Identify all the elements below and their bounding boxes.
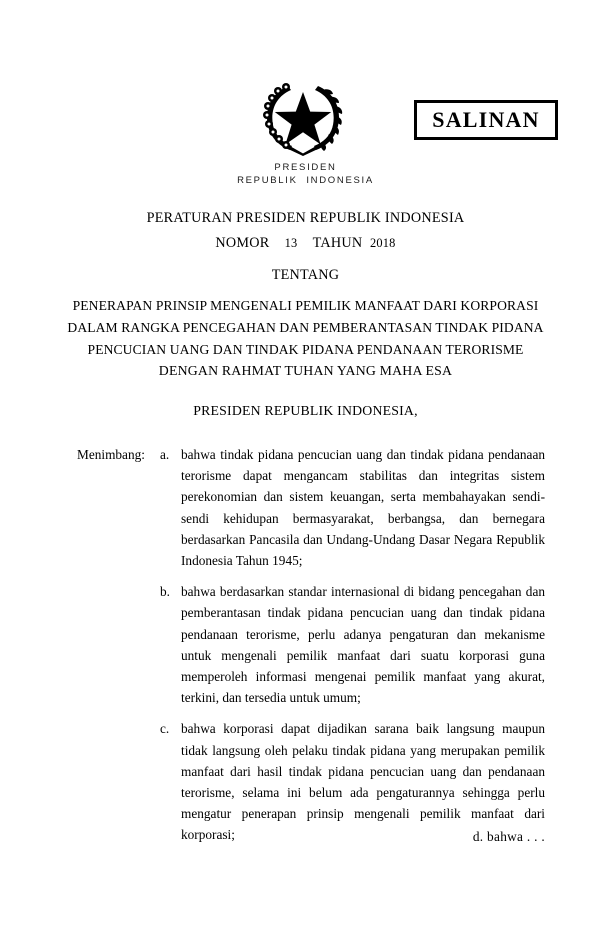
consideration-marker-c: c. [160,721,170,737]
regulation-number-line [55,231,556,256]
page-catchword: d. bahwa . . . [472,829,545,844]
subject-line-2: DALAM RANGKA PENCEGAHAN DAN PEMBERANTASAN TINDAK PIDANA [67,320,544,335]
regulation-type: PERATURAN PRESIDEN REPUBLIK INDONESIA [146,210,465,226]
consideration-text-b: bahwa berdasarkan standar internasional di bidang pencegahan dan pemberantasan tindak pidana pencucian uang dan tindak pidana pendanaan terorisme, perlu adanya pengaturan dan mekanisme untuk mengenali pemilik manfaat dari suatu korporasi guna memperoleh informasi mengenai pemilik manfaat yang akurat, terkini, dan tersedia untuk umum; [181,584,545,706]
nomor-label: NOMOR [215,235,270,251]
salinan-stamp-label: SALINAN [432,107,540,132]
garuda-star-wreath-emblem [258,68,348,156]
letterhead-line-republik-indonesia: REPUBLIK INDONESIA [237,175,374,186]
consideration-item-b [0,581,611,708]
tentang-label: TENTANG [271,267,340,283]
menimbang-label: Menimbang: [77,447,145,462]
letterhead-line-presiden: PRESIDEN [274,162,337,173]
tahun-value: 2018 [370,236,396,250]
issuing-authority: PRESIDEN REPUBLIK INDONESIA, [193,403,418,418]
consideration-marker-a: a. [160,447,170,462]
considerations-section [0,444,611,846]
consideration-item-a [0,444,611,571]
title-block [55,206,556,361]
nomor-value: 13 [284,236,298,250]
salinan-stamp [414,100,558,140]
tahun-label: TAHUN [312,235,363,251]
benediction: DENGAN RAHMAT TUHAN YANG MAHA ESA [158,363,453,378]
subject-line-3: PENCUCIAN UANG DAN TINDAK PIDANA PENDANAAN TERORISME [87,342,524,357]
subject-line-1: PENERAPAN PRINSIP MENGENALI PEMILIK MANFAAT DARI KORPORASI [72,298,539,313]
letterhead [0,161,611,187]
consideration-marker-b: b. [160,584,170,600]
consideration-text-a: bahwa tindak pidana pencucian uang dan tindak pidana pendanaan terorisme dapat mengancam stabilitas dan integritas sistem perekonomian dan sistem keuangan, serta membahayakan sendi-sendi kehidupan bermasyarakat, berbangsa, dan bernegara berdasarkan Pancasila dan Undang-Undang Dasar Negara Republik Indonesia Tahun 1945; [181,447,545,569]
consideration-text-c: bahwa korporasi dapat dijadikan sarana baik langsung maupun tidak langsung oleh pelaku tindak pidana yang merupakan pemilik manfaat dari hasil tindak pidana pencucian uang dan pendanaan terorisme, selama ini belum ada pengaturannya sehingga perlu mengatur penerapan prinsip mengenali pemilik manfaat dari korporasi; [181,721,545,843]
